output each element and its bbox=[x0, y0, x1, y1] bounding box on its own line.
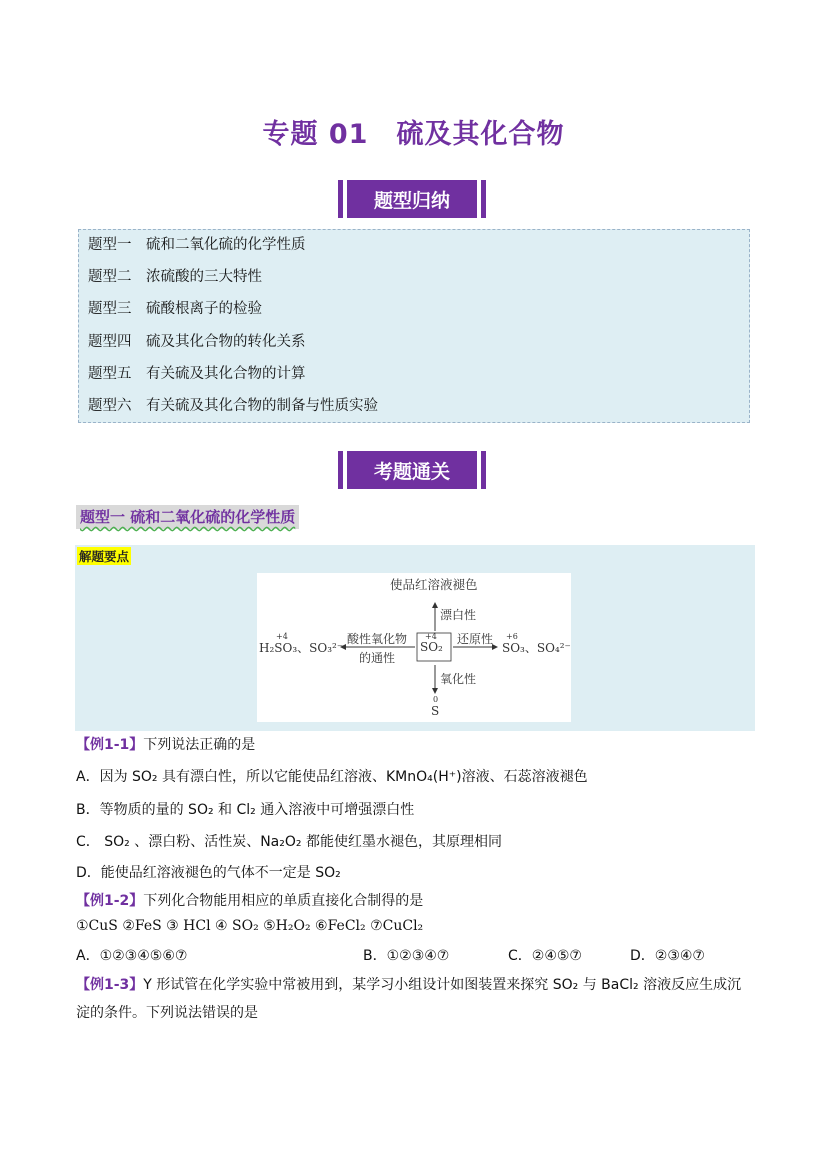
list-item: 题型四 硫及其化合物的转化关系 bbox=[88, 334, 306, 350]
example-tag: 【例1-2】 bbox=[76, 893, 144, 909]
banner-summary-label: 题型归纳 bbox=[373, 189, 450, 212]
example-1-1-stem: 【例1-1】下列说法正确的是 bbox=[76, 737, 256, 753]
section-title: 题型一 硫和二氧化硫的化学性质 bbox=[76, 505, 299, 529]
key-points-label: 解题要点 bbox=[79, 549, 130, 564]
page-title: 专题 01 硫及其化合物 bbox=[262, 119, 565, 150]
ox-state-center: +4 bbox=[425, 632, 437, 641]
sulfur-conversion-diagram bbox=[257, 573, 571, 722]
diagram-top-label: 使品红溶液褪色 bbox=[390, 577, 478, 592]
option-c: C． SO₂ 、漂白粉、活性炭、Na₂O₂ 都能使红墨水褪色，其原理相同 bbox=[76, 834, 502, 850]
section-banner-summary bbox=[338, 180, 486, 218]
example-tag: 【例1-3】 bbox=[76, 977, 144, 993]
diagram-left-species: H₂SO₃、SO₃²⁻ bbox=[259, 641, 344, 655]
diagram-oxidize-label: 氧化性 bbox=[440, 672, 477, 686]
diagram-acid-label-1: 酸性氧化物 bbox=[347, 632, 408, 646]
list-item: 题型一 硫和二氧化硫的化学性质 bbox=[88, 237, 306, 253]
ox-state-bottom: 0 bbox=[433, 695, 439, 704]
banner-exercises-label: 考题通关 bbox=[373, 460, 450, 483]
diagram-acid-label-2: 的通性 bbox=[359, 651, 396, 665]
diagram-reduce-label: 还原性 bbox=[457, 632, 494, 646]
option-b: B．①②③④⑦ bbox=[363, 948, 450, 964]
list-item: 题型三 硫酸根离子的检验 bbox=[88, 301, 262, 317]
diagram-right-species: SO₃、SO₄²⁻ bbox=[502, 641, 571, 655]
option-d: D．②③④⑦ bbox=[630, 948, 705, 964]
list-item: 题型二 浓硫酸的三大特性 bbox=[88, 269, 262, 285]
list-item: 题型五 有关硫及其化合物的计算 bbox=[88, 366, 306, 382]
diagram-bleach-label: 漂白性 bbox=[440, 608, 477, 622]
question-type-list bbox=[78, 229, 750, 423]
option-a: A．因为 SO₂ 具有漂白性，所以它能使品红溶液、KMnO₄(H⁺)溶液、石蕊溶液褪色 bbox=[76, 769, 588, 785]
example-1-2-stem: 【例1-2】下列化合物能用相应的单质直接化合制得的是 bbox=[76, 893, 424, 909]
example-1-3-stem: 【例1-3】Y 形试管在化学实验中常被用到，某学习小组设计如图装置来探究 SO₂ 与 BaCl₂ 溶液反应生成沉 bbox=[76, 977, 742, 993]
section-banner-exercises bbox=[338, 451, 486, 489]
option-b: B．等物质的量的 SO₂ 和 Cl₂ 通入溶液中可增强漂白性 bbox=[76, 802, 415, 818]
list-item: 题型六 有关硫及其化合物的制备与性质实验 bbox=[88, 398, 378, 414]
example-1-3-stem-cont: 淀的条件。下列说法错误的是 bbox=[76, 1005, 258, 1021]
diagram-bottom-species: S bbox=[431, 704, 440, 718]
ox-state-right: +6 bbox=[506, 632, 518, 641]
option-a: A．①②③④⑤⑥⑦ bbox=[76, 948, 188, 964]
option-c: C．②④⑤⑦ bbox=[508, 948, 582, 964]
option-d: D．能使品红溶液褪色的气体不一定是 SO₂ bbox=[76, 865, 341, 881]
ox-state-left: +4 bbox=[276, 632, 288, 641]
example-1-2-items: ①CuS ②FeS ③ HCl ④ SO₂ ⑤H₂O₂ ⑥FeCl₂ ⑦CuCl₂ bbox=[76, 918, 424, 934]
example-tag: 【例1-1】 bbox=[76, 737, 144, 753]
diagram-center-species: SO₂ bbox=[420, 640, 443, 654]
